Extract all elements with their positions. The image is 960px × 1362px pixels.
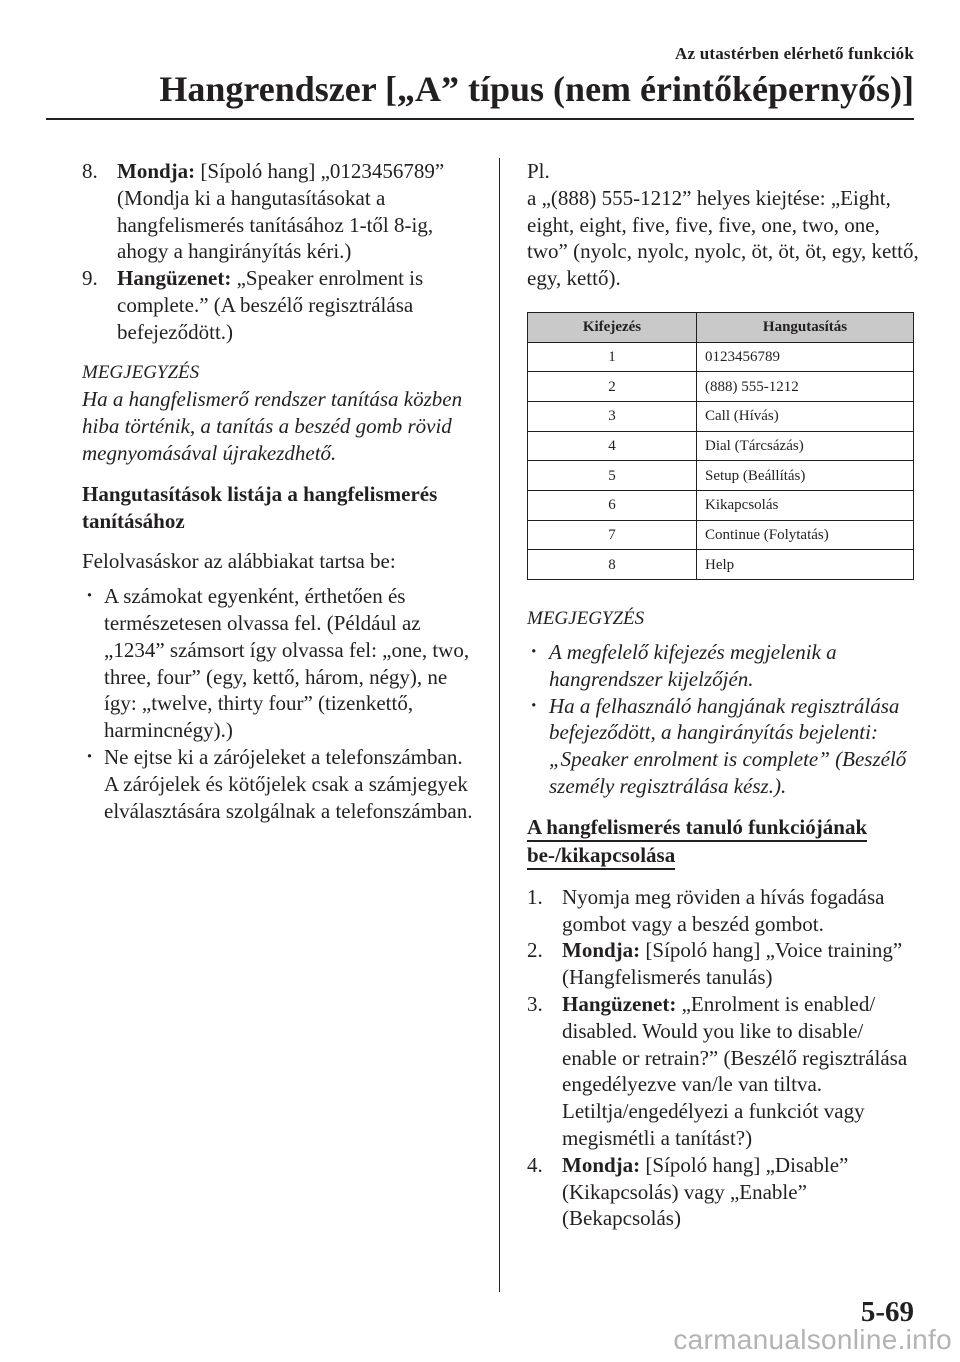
section-heading-line: be-/kikapcsolása — [527, 842, 675, 870]
table-cell: 1 — [528, 342, 697, 372]
example-label: Pl. — [527, 159, 550, 183]
table-cell: Setup (Beállítás) — [697, 461, 914, 491]
step-4 — [527, 1152, 919, 1232]
step-label: Mondja: — [117, 159, 196, 183]
table-row — [528, 520, 914, 550]
table-cell: (888) 555-1212 — [697, 372, 914, 402]
step-9 — [82, 265, 474, 345]
step-number: 1. — [527, 884, 543, 909]
step-text: [Sípoló hang] „0123456789” (Mondja ki a hangutasításokat a hangfelismerés tanításához 1-től 8-ig, ahogy a hangirányítás kéri.) — [117, 159, 445, 264]
step-text: Nyomja meg röviden a hívás fogadása gombot vagy a beszéd gombot. — [562, 884, 885, 936]
page-title: Hangrendszer [„A” típus (nem érintőképernyős)] — [159, 69, 914, 109]
header-section-label: Az utastérben elérhető funkciók — [675, 44, 914, 63]
section-heading — [527, 814, 919, 870]
table-cell: Call (Hívás) — [697, 402, 914, 432]
list-item: · A számokat egyenként, érthetően és természetesen olvassa fel. (Például az „1234” számsort így olvassa fel: „one, two, three, four” (egy, kettő, három, négy), ne így: „twelve, thirty four” (tizenkettő, harmincnégy).) — [82, 583, 474, 744]
step-number: 3. — [527, 991, 543, 1016]
step-label: Mondja: — [562, 938, 641, 963]
note-title: MEGJEGYZÉS — [527, 608, 645, 630]
step-text: [Sípoló hang] „Disable” (Kikapcsolás) vagy „Enable” (Bekapcsolás) — [562, 1152, 849, 1231]
step-text: „Speaker enrolment is complete.” (A beszélő regisztrálása befejeződött.) — [117, 266, 424, 344]
table-row — [528, 402, 914, 432]
list-item: · Ha a felhasználó hangjának regisztrálása befejeződött, a hangirányítás bejelenti: „Speaker enrolment is complete” (Beszélő személy regisztrálása kész.). — [527, 693, 919, 800]
left-column — [82, 158, 474, 824]
column-divider — [499, 158, 500, 1292]
table-row — [528, 550, 914, 580]
column-header: Hangutasítás — [697, 312, 914, 342]
step-list — [527, 884, 919, 1232]
step-number: 4. — [527, 1152, 543, 1177]
section-heading: Hangutasítások listája a hangfelismerés tanításához — [82, 481, 438, 533]
table-cell: 2 — [528, 372, 697, 402]
table-cell: 3 — [528, 402, 697, 432]
table-row — [528, 372, 914, 402]
step-number: 8. — [82, 159, 98, 183]
step-number: 2. — [527, 938, 543, 963]
table-cell: Help — [697, 550, 914, 580]
table-cell: Continue (Folytatás) — [697, 520, 914, 550]
watermark: carmanualsonline.info — [673, 1324, 952, 1355]
table-row — [528, 461, 914, 491]
list-item: · A megfelelő kifejezés megjelenik a hangrendszer kijelzőjén. — [527, 639, 919, 693]
section-heading-line: A hangfelismerés tanuló funkciójának — [527, 814, 867, 842]
table-cell: 7 — [528, 520, 697, 550]
step-8 — [82, 158, 474, 265]
bullet-list — [82, 583, 474, 824]
table-row — [528, 431, 914, 461]
step-label: Mondja: — [562, 1152, 641, 1177]
right-column — [527, 158, 919, 1232]
page-number: 5-69 — [860, 1296, 914, 1328]
step-text: [Sípoló hang] „Voice training” (Hangfelismerés tanulás) — [562, 938, 903, 990]
note-bullet-list — [527, 639, 919, 800]
step-3 — [527, 991, 919, 1152]
example-text: a „(888) 555-1212” helyes kiejtése: „Eight, eight, eight, five, five, five, one, two, one, two” (nyolc, nyolc, nyolc, öt, öt, öt, egy, kettő, egy, kettő). — [527, 185, 919, 291]
table-cell: Kikapcsolás — [697, 491, 914, 521]
table-cell: 8 — [528, 550, 697, 580]
table-cell: 5 — [528, 461, 697, 491]
table-cell: 4 — [528, 431, 697, 461]
table-header-row — [528, 312, 914, 342]
intro-paragraph: Felolvasáskor az alábbiakat tartsa be: — [82, 549, 396, 574]
table-cell: Dial (Tárcsázás) — [697, 431, 914, 461]
column-header: Kifejezés — [528, 312, 697, 342]
step-label: Hangüzenet: — [562, 991, 677, 1016]
table-cell: 6 — [528, 491, 697, 521]
table-row — [528, 342, 914, 372]
step-text: „Enrolment is enabled/ disabled. Would you like to disable/ enable or retrain?” (Beszélő regisztrálása engedélyezve van/le van tiltva. Letiltja/engedélyezi a funkciót vagy megismétli a tanítást?) — [562, 991, 908, 1150]
step-1 — [527, 884, 919, 938]
table-cell: 0123456789 — [697, 342, 914, 372]
voice-command-table — [527, 312, 914, 580]
list-item: · Ne ejtse ki a zárójeleket a telefonszámban. A zárójelek és kötőjelek csak a számjegyek elválasztására szolgálnak a telefonszámban. — [82, 744, 474, 824]
header-rule — [46, 118, 914, 120]
step-2 — [527, 937, 919, 991]
note-title: MEGJEGYZÉS — [82, 361, 200, 383]
step-label: Hangüzenet: — [117, 266, 232, 291]
step-number: 9. — [82, 266, 98, 291]
table-row — [528, 491, 914, 521]
note-text: Ha a hangfelismerő rendszer tanítása közben hiba történik, a tanítás a beszéd gomb rövid megnyomásával újrakezdhető. — [82, 387, 463, 465]
